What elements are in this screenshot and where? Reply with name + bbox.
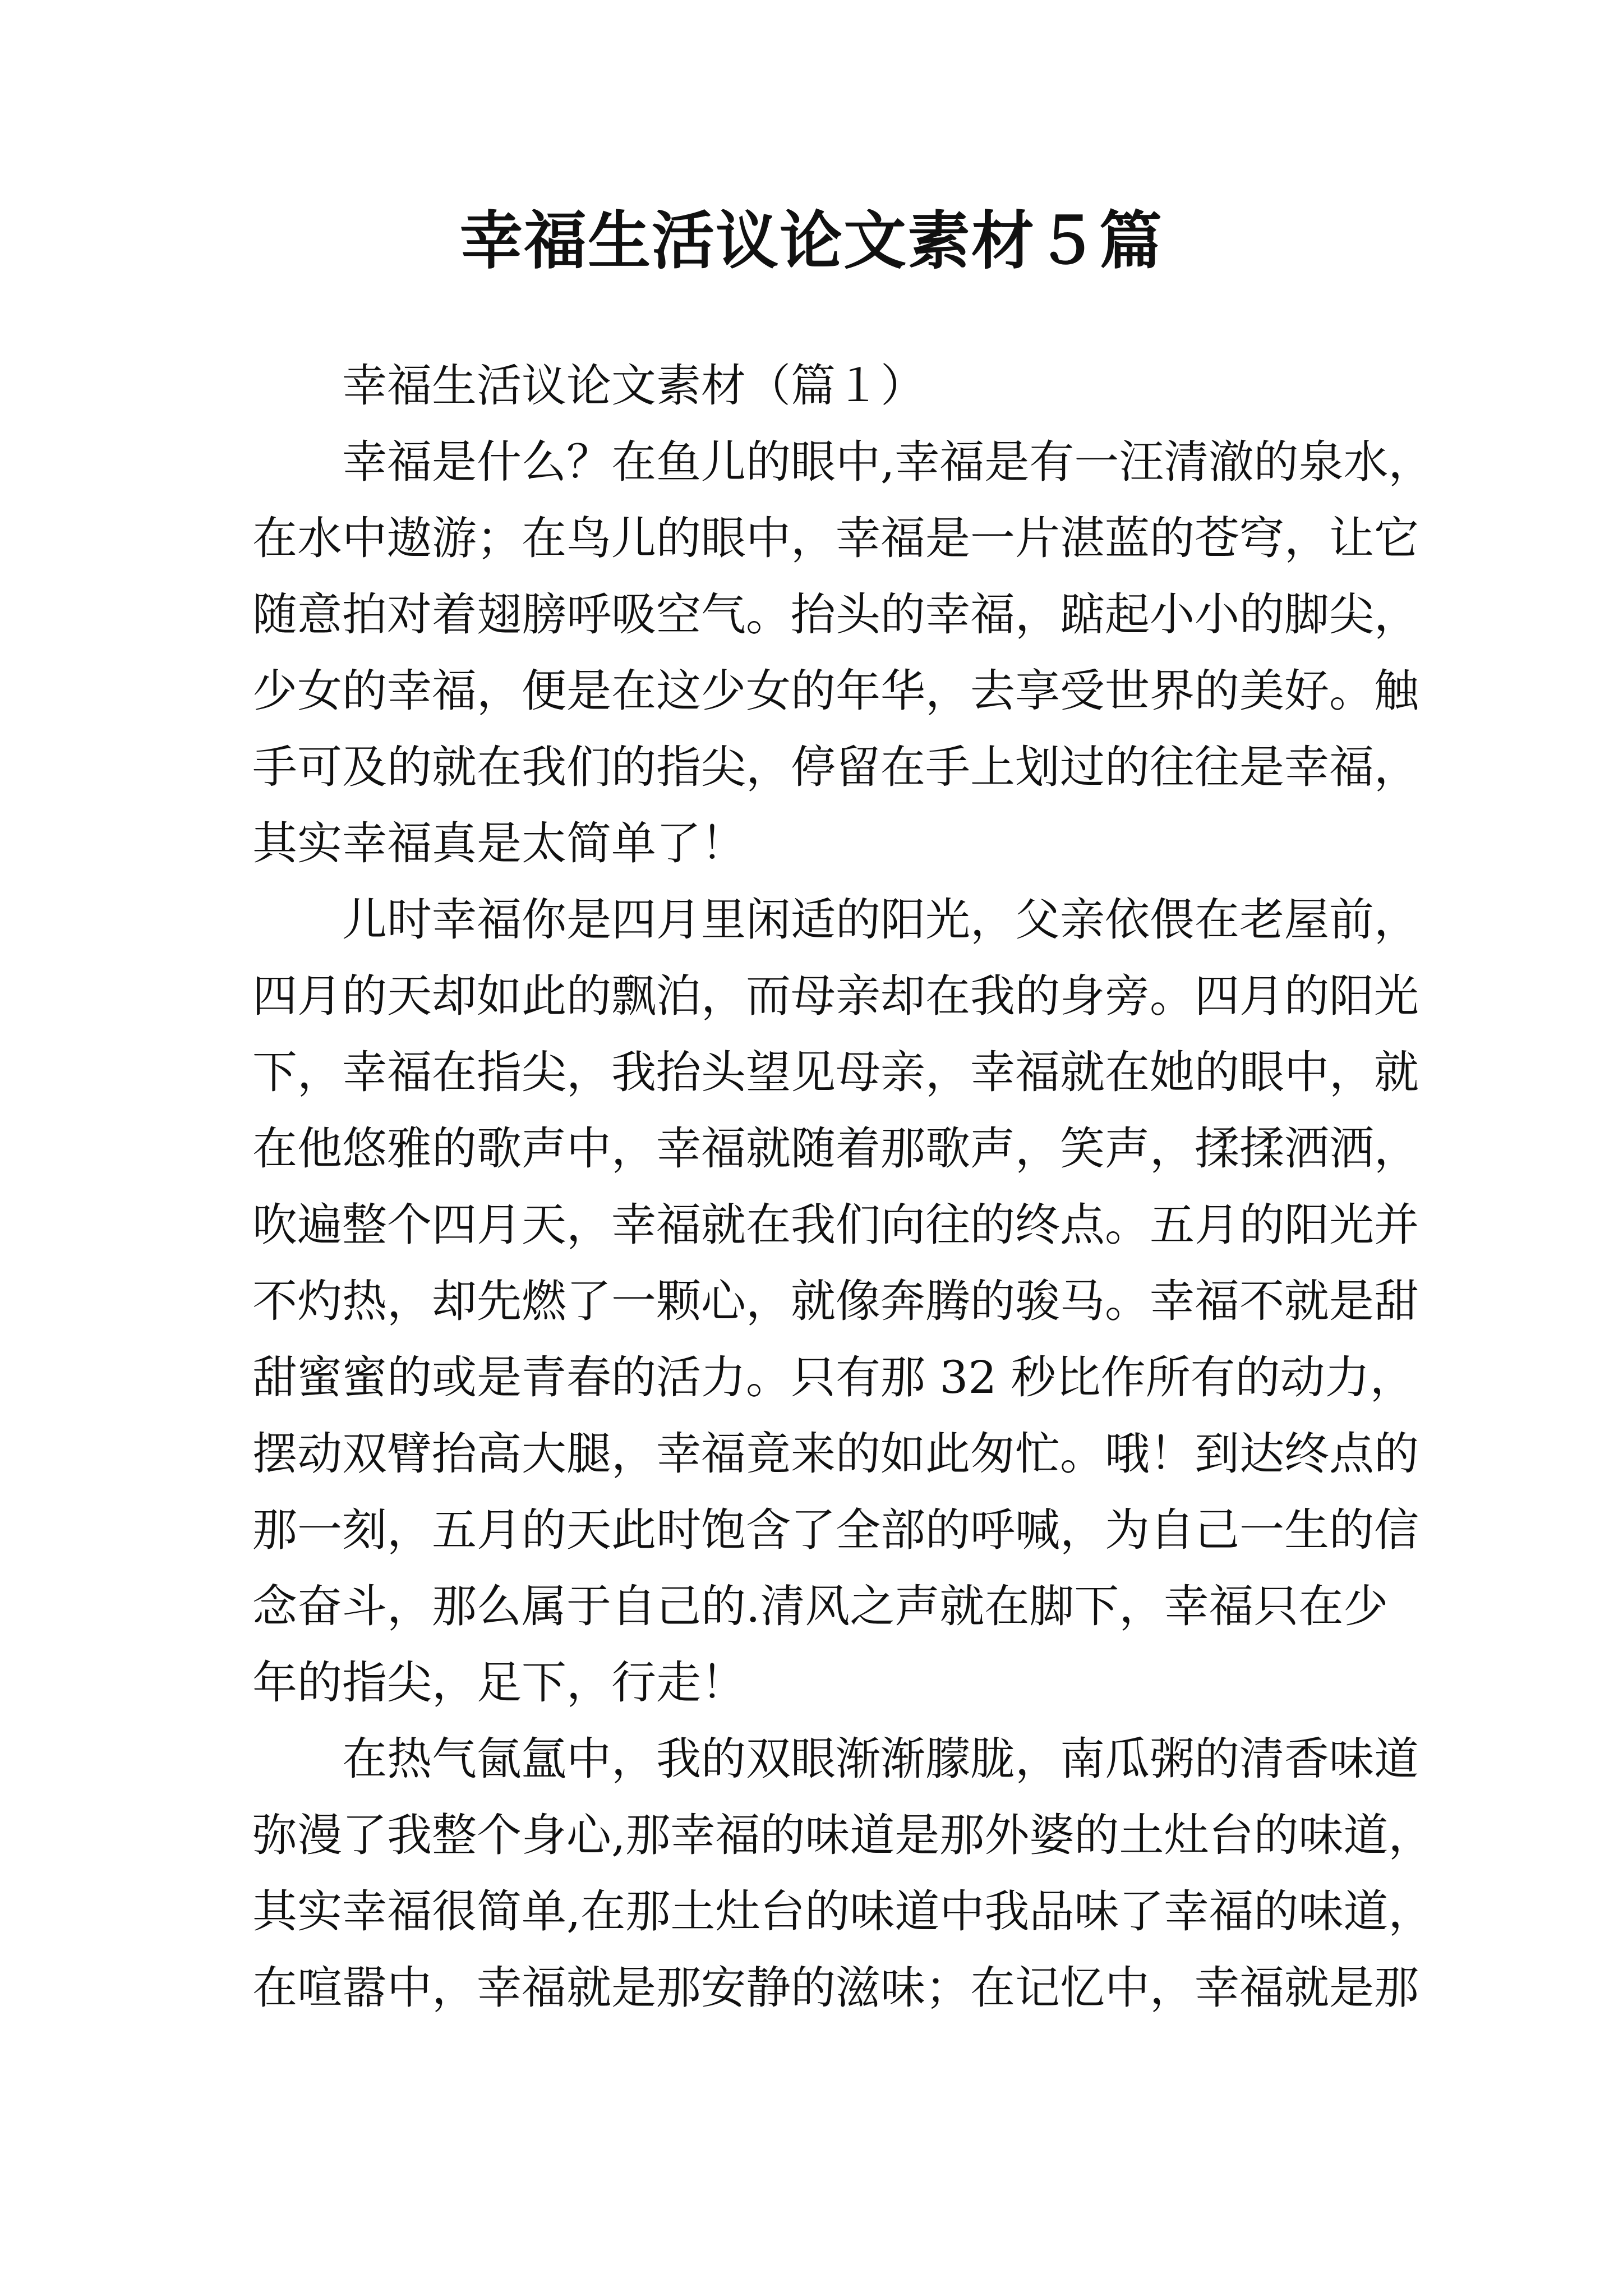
- section-heading: 幸福生活议论文素材（篇１）: [342, 360, 925, 412]
- paragraph-1-line-5: 手可及的就在我们的指尖，停留在手上划过的往往是幸福，: [252, 741, 1419, 793]
- paragraph-2-line-3: 下，幸福在指尖，我抬头望见母亲，幸福就在她的眼中，就: [252, 1046, 1419, 1098]
- paragraph-2-line-2: 四月的天却如此的飘泊，而母亲却在我的身旁。四月的阳光: [252, 970, 1419, 1022]
- paragraph-2-line-10: 念奋斗，那么属于自己的.清风之声就在脚下，幸福只在少: [252, 1580, 1389, 1632]
- paragraph-3-line-2: 弥漫了我整个身心,那幸福的味道是那外婆的土灶台的味道，: [252, 1809, 1433, 1861]
- paragraph-1-line-3: 随意拍对着翅膀呼吸空气。抬头的幸福，踮起小小的脚尖，: [252, 588, 1419, 641]
- paragraph-2-line-5: 吹遍整个四月天，幸福就在我们向往的终点。五月的阳光并: [252, 1199, 1419, 1251]
- paragraph-3-line-1: 在热气氤氲中，我的双眼渐渐朦胧，南瓜粥的清香味道: [342, 1733, 1419, 1785]
- paragraph-1-line-6: 其实幸福真是太简单了！: [252, 817, 746, 869]
- paragraph-1-line-2: 在水中遨游；在鸟儿的眼中，幸福是一片湛蓝的苍穹，让它: [252, 512, 1419, 564]
- document-body: [252, 348, 1433, 2026]
- document-title: 幸福生活议论文素材５篇: [460, 204, 1163, 278]
- paragraph-2-line-8: 摆动双臂抬高大腿，幸福竟来的如此匆忙。哦！到达终点的: [252, 1428, 1419, 1480]
- paragraph-2-line-7: 甜蜜蜜的或是青春的活力。只有那 32 秒比作所有的动力，: [252, 1351, 1415, 1404]
- paragraph-2-line-4: 在他悠雅的歌声中，幸福就随着那歌声，笑声，揉揉洒洒，: [252, 1122, 1419, 1175]
- paragraph-1-line-1: 幸福是什么？在鱼儿的眼中,幸福是有一汪清澈的泉水，: [342, 436, 1433, 488]
- paragraph-2-line-1: 儿时幸福你是四月里闲适的阳光，父亲依偎在老屋前，: [342, 894, 1419, 946]
- paragraph-2-line-9: 那一刻，五月的天此时饱含了全部的呼喊，为自己一生的信: [252, 1504, 1419, 1556]
- paragraph-2-line-6: 不灼热，却先燃了一颗心，就像奔腾的骏马。幸福不就是甜: [252, 1275, 1419, 1327]
- paragraph-3-line-3: 其实幸福很简单,在那土灶台的味道中我品味了幸福的味道，: [252, 1885, 1433, 1938]
- paragraph-2-line-11: 年的指尖，足下，行走！: [252, 1657, 746, 1709]
- paragraph-1-line-4: 少女的幸福，便是在这少女的年华，去享受世界的美好。触: [252, 665, 1419, 717]
- paragraph-3-line-4: 在喧嚣中，幸福就是那安静的滋味；在记忆中，幸福就是那: [252, 1962, 1419, 2014]
